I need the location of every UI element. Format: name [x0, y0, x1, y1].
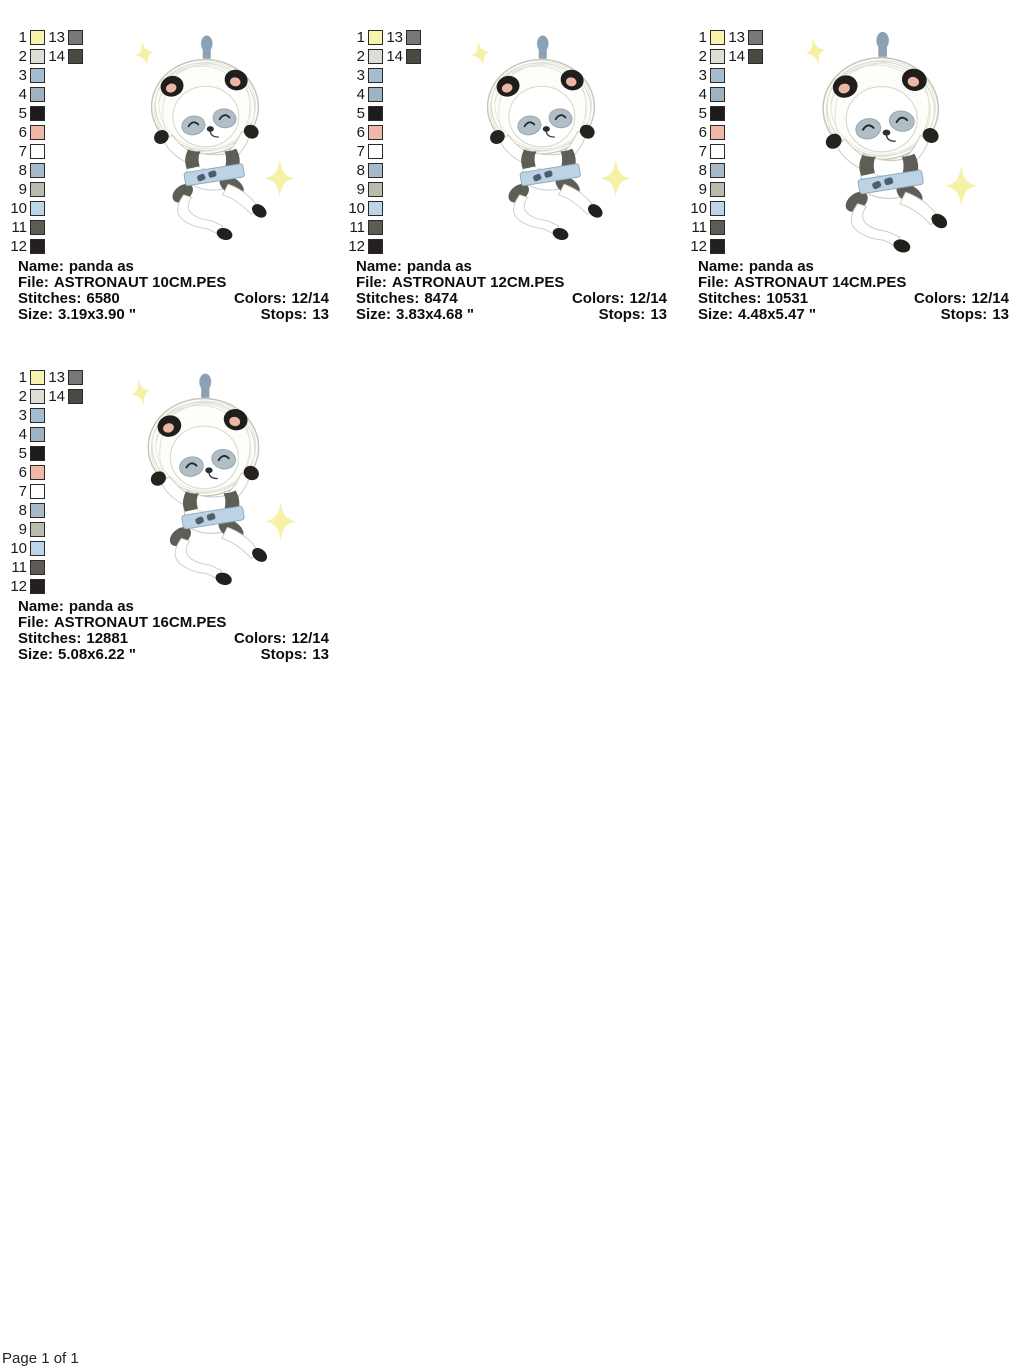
stops-label: Stops:	[598, 306, 646, 323]
panda-astronaut-preview	[128, 370, 312, 591]
palette-row	[348, 199, 421, 218]
info-line-name	[18, 259, 329, 275]
color-swatch	[30, 465, 45, 480]
palette-row	[10, 577, 83, 596]
color-swatch	[368, 220, 383, 235]
color-swatch	[368, 125, 383, 140]
color-swatch	[68, 370, 83, 385]
design-name: panda as	[406, 258, 472, 275]
color-swatch	[748, 30, 763, 45]
swatch-number: 1	[18, 369, 27, 386]
swatch-number: 6	[18, 464, 27, 481]
palette-row	[348, 47, 421, 66]
swatch-number: 4	[698, 86, 707, 103]
color-swatch	[30, 503, 45, 518]
swatch-number: 5	[356, 105, 365, 122]
color-swatch	[30, 125, 45, 140]
stitches-label: Stitches:	[18, 290, 82, 307]
stops-label: Stops:	[260, 646, 308, 663]
design-file: ASTRONAUT 16CM.PES	[53, 614, 227, 631]
file-label: File:	[698, 274, 729, 291]
palette-row	[10, 123, 83, 142]
stitches-label: Stitches:	[356, 290, 420, 307]
color-palette	[348, 28, 421, 256]
stitch-count: 8474	[424, 290, 458, 307]
color-swatch	[30, 541, 45, 556]
design-preview-block	[348, 28, 680, 340]
design-info	[18, 599, 329, 663]
palette-row	[690, 28, 763, 47]
color-swatch	[710, 144, 725, 159]
palette-row	[10, 406, 83, 425]
design-name: panda as	[68, 258, 134, 275]
color-swatch	[368, 163, 383, 178]
color-swatch	[30, 579, 45, 594]
palette-row	[10, 218, 83, 237]
swatch-number: 6	[698, 124, 707, 141]
file-label: File:	[356, 274, 387, 291]
palette-row	[10, 520, 83, 539]
color-swatch	[30, 182, 45, 197]
file-label: File:	[18, 614, 49, 631]
swatch-number: 1	[356, 29, 365, 46]
swatch-number: 10	[348, 200, 365, 217]
color-swatch	[30, 370, 45, 385]
palette-row	[10, 85, 83, 104]
palette-row	[10, 501, 83, 520]
palette-row	[10, 558, 83, 577]
color-swatch	[30, 389, 45, 404]
color-swatch	[368, 49, 383, 64]
swatch-number: 2	[698, 48, 707, 65]
swatch-number: 12	[690, 238, 707, 255]
swatch-number: 13	[48, 29, 65, 46]
design-name: panda as	[68, 598, 134, 615]
palette-row	[10, 142, 83, 161]
palette-row	[10, 47, 83, 66]
color-palette	[10, 368, 83, 596]
palette-row	[348, 123, 421, 142]
color-swatch	[30, 427, 45, 442]
palette-row	[690, 180, 763, 199]
palette-row	[10, 28, 83, 47]
palette-row	[690, 199, 763, 218]
panda-astronaut-preview	[132, 32, 310, 246]
info-line-name	[18, 599, 329, 615]
design-file: ASTRONAUT 14CM.PES	[733, 274, 907, 291]
color-swatch	[368, 201, 383, 216]
swatch-number: 8	[18, 502, 27, 519]
swatch-number: 2	[356, 48, 365, 65]
swatch-number: 7	[18, 143, 27, 160]
design-info	[698, 259, 1009, 323]
panda-astronaut-preview	[468, 32, 646, 246]
swatch-number: 1	[18, 29, 27, 46]
color-swatch	[368, 106, 383, 121]
palette-row	[348, 104, 421, 123]
info-line-stitches-colors	[18, 291, 329, 307]
color-swatch	[30, 484, 45, 499]
design-size: 3.83x4.68 "	[396, 306, 475, 323]
swatch-number: 11	[349, 219, 365, 236]
color-swatch	[406, 30, 421, 45]
color-swatch	[30, 408, 45, 423]
panda-astronaut-preview	[802, 28, 994, 258]
color-count: 12/14	[291, 630, 329, 647]
info-line-file	[18, 615, 329, 631]
swatch-number: 8	[356, 162, 365, 179]
color-swatch	[368, 239, 383, 254]
color-swatch	[710, 106, 725, 121]
palette-row	[10, 237, 83, 256]
palette-row	[690, 123, 763, 142]
swatch-number: 3	[356, 67, 365, 84]
info-line-stitches-colors	[18, 631, 329, 647]
color-swatch	[368, 30, 383, 45]
palette-row	[10, 539, 83, 558]
palette-row	[10, 482, 83, 501]
color-swatch	[30, 163, 45, 178]
palette-row	[10, 180, 83, 199]
swatch-number: 7	[356, 143, 365, 160]
swatch-number: 11	[11, 559, 27, 576]
color-swatch	[30, 446, 45, 461]
info-line-size-stops	[698, 307, 1009, 323]
swatch-number: 4	[18, 86, 27, 103]
swatch-number: 10	[10, 200, 27, 217]
swatch-number: 13	[386, 29, 403, 46]
color-swatch	[710, 87, 725, 102]
swatch-number: 6	[356, 124, 365, 141]
color-swatch	[368, 182, 383, 197]
stitch-count: 6580	[86, 290, 120, 307]
stitch-count: 10531	[766, 290, 809, 307]
stops-label: Stops:	[940, 306, 988, 323]
color-swatch	[748, 49, 763, 64]
name-label: Name:	[698, 258, 744, 275]
size-label: Size:	[18, 306, 54, 323]
swatch-number: 7	[698, 143, 707, 160]
colors-label: Colors:	[913, 290, 967, 307]
color-swatch	[30, 144, 45, 159]
palette-row	[690, 161, 763, 180]
palette-row	[348, 85, 421, 104]
palette-row	[10, 387, 83, 406]
stop-count: 13	[312, 306, 329, 323]
colors-label: Colors:	[571, 290, 625, 307]
palette-row	[10, 368, 83, 387]
info-line-file	[356, 275, 667, 291]
swatch-number: 12	[10, 238, 27, 255]
stops-label: Stops:	[260, 306, 308, 323]
swatch-number: 5	[18, 105, 27, 122]
stop-count: 13	[650, 306, 667, 323]
color-swatch	[710, 68, 725, 83]
palette-row	[690, 66, 763, 85]
color-swatch	[30, 560, 45, 575]
color-swatch	[710, 125, 725, 140]
design-size: 3.19x3.90 "	[58, 306, 137, 323]
info-line-stitches-colors	[356, 291, 667, 307]
color-count: 12/14	[291, 290, 329, 307]
design-preview-block	[10, 28, 342, 340]
palette-row	[690, 85, 763, 104]
swatch-number: 3	[18, 67, 27, 84]
swatch-number: 8	[18, 162, 27, 179]
color-swatch	[30, 220, 45, 235]
page-status: Page 1 of 1	[2, 1350, 79, 1367]
palette-row	[690, 237, 763, 256]
info-line-size-stops	[18, 307, 329, 323]
info-line-size-stops	[18, 647, 329, 663]
swatch-number: 3	[18, 407, 27, 424]
name-label: Name:	[18, 598, 64, 615]
info-line-name	[698, 259, 1009, 275]
stop-count: 13	[992, 306, 1009, 323]
swatch-number: 13	[728, 29, 745, 46]
swatch-number: 7	[18, 483, 27, 500]
name-label: Name:	[356, 258, 402, 275]
swatch-number: 10	[10, 540, 27, 557]
palette-row	[10, 66, 83, 85]
name-label: Name:	[18, 258, 64, 275]
swatch-number: 5	[18, 445, 27, 462]
swatch-number: 2	[18, 48, 27, 65]
info-line-size-stops	[356, 307, 667, 323]
swatch-number: 2	[18, 388, 27, 405]
color-swatch	[710, 30, 725, 45]
swatch-number: 14	[728, 48, 745, 65]
swatch-number: 9	[18, 521, 27, 538]
color-swatch	[710, 239, 725, 254]
palette-row	[690, 47, 763, 66]
swatch-number: 12	[10, 578, 27, 595]
color-swatch	[406, 49, 421, 64]
swatch-number: 4	[356, 86, 365, 103]
color-swatch	[68, 30, 83, 45]
design-file: ASTRONAUT 10CM.PES	[53, 274, 227, 291]
file-label: File:	[18, 274, 49, 291]
color-swatch	[30, 522, 45, 537]
swatch-number: 11	[11, 219, 27, 236]
swatch-number: 3	[698, 67, 707, 84]
swatch-number: 11	[691, 219, 707, 236]
color-swatch	[30, 87, 45, 102]
stop-count: 13	[312, 646, 329, 663]
info-line-name	[356, 259, 667, 275]
color-count: 12/14	[629, 290, 667, 307]
palette-row	[348, 237, 421, 256]
swatch-number: 12	[348, 238, 365, 255]
size-label: Size:	[356, 306, 392, 323]
swatch-number: 6	[18, 124, 27, 141]
palette-row	[10, 444, 83, 463]
colors-label: Colors:	[233, 630, 287, 647]
palette-row	[348, 28, 421, 47]
swatch-number: 14	[386, 48, 403, 65]
design-info	[18, 259, 329, 323]
swatch-number: 10	[690, 200, 707, 217]
palette-row	[690, 218, 763, 237]
swatch-number: 9	[356, 181, 365, 198]
swatch-number: 14	[48, 388, 65, 405]
palette-row	[348, 142, 421, 161]
color-swatch	[30, 30, 45, 45]
design-size: 4.48x5.47 "	[738, 306, 817, 323]
palette-row	[348, 66, 421, 85]
swatch-number: 9	[698, 181, 707, 198]
design-preview-block	[10, 368, 342, 680]
palette-row	[10, 161, 83, 180]
design-preview-block	[690, 28, 1022, 340]
palette-row	[10, 463, 83, 482]
size-label: Size:	[18, 646, 54, 663]
palette-row	[348, 218, 421, 237]
palette-row	[348, 161, 421, 180]
color-palette	[690, 28, 763, 256]
info-line-file	[18, 275, 329, 291]
swatch-number: 4	[18, 426, 27, 443]
design-file: ASTRONAUT 12CM.PES	[391, 274, 565, 291]
color-swatch	[30, 239, 45, 254]
color-swatch	[68, 389, 83, 404]
swatch-number: 8	[698, 162, 707, 179]
palette-row	[10, 199, 83, 218]
colors-label: Colors:	[233, 290, 287, 307]
stitches-label: Stitches:	[18, 630, 82, 647]
color-swatch	[710, 163, 725, 178]
design-size: 5.08x6.22 "	[58, 646, 137, 663]
stitch-count: 12881	[86, 630, 129, 647]
info-line-file	[698, 275, 1009, 291]
swatch-number: 13	[48, 369, 65, 386]
color-swatch	[710, 182, 725, 197]
color-swatch	[30, 68, 45, 83]
color-swatch	[368, 87, 383, 102]
color-swatch	[368, 68, 383, 83]
swatch-number: 9	[18, 181, 27, 198]
design-name: panda as	[748, 258, 814, 275]
palette-row	[10, 104, 83, 123]
color-swatch	[68, 49, 83, 64]
color-swatch	[710, 201, 725, 216]
palette-row	[10, 425, 83, 444]
color-swatch	[710, 220, 725, 235]
color-swatch	[30, 201, 45, 216]
stitches-label: Stitches:	[698, 290, 762, 307]
info-line-stitches-colors	[698, 291, 1009, 307]
color-swatch	[710, 49, 725, 64]
size-label: Size:	[698, 306, 734, 323]
color-count: 12/14	[971, 290, 1009, 307]
color-swatch	[30, 49, 45, 64]
color-swatch	[30, 106, 45, 121]
palette-row	[690, 142, 763, 161]
design-info	[356, 259, 667, 323]
color-palette	[10, 28, 83, 256]
palette-row	[348, 180, 421, 199]
swatch-number: 1	[698, 29, 707, 46]
palette-row	[690, 104, 763, 123]
swatch-number: 5	[698, 105, 707, 122]
color-swatch	[368, 144, 383, 159]
swatch-number: 14	[48, 48, 65, 65]
